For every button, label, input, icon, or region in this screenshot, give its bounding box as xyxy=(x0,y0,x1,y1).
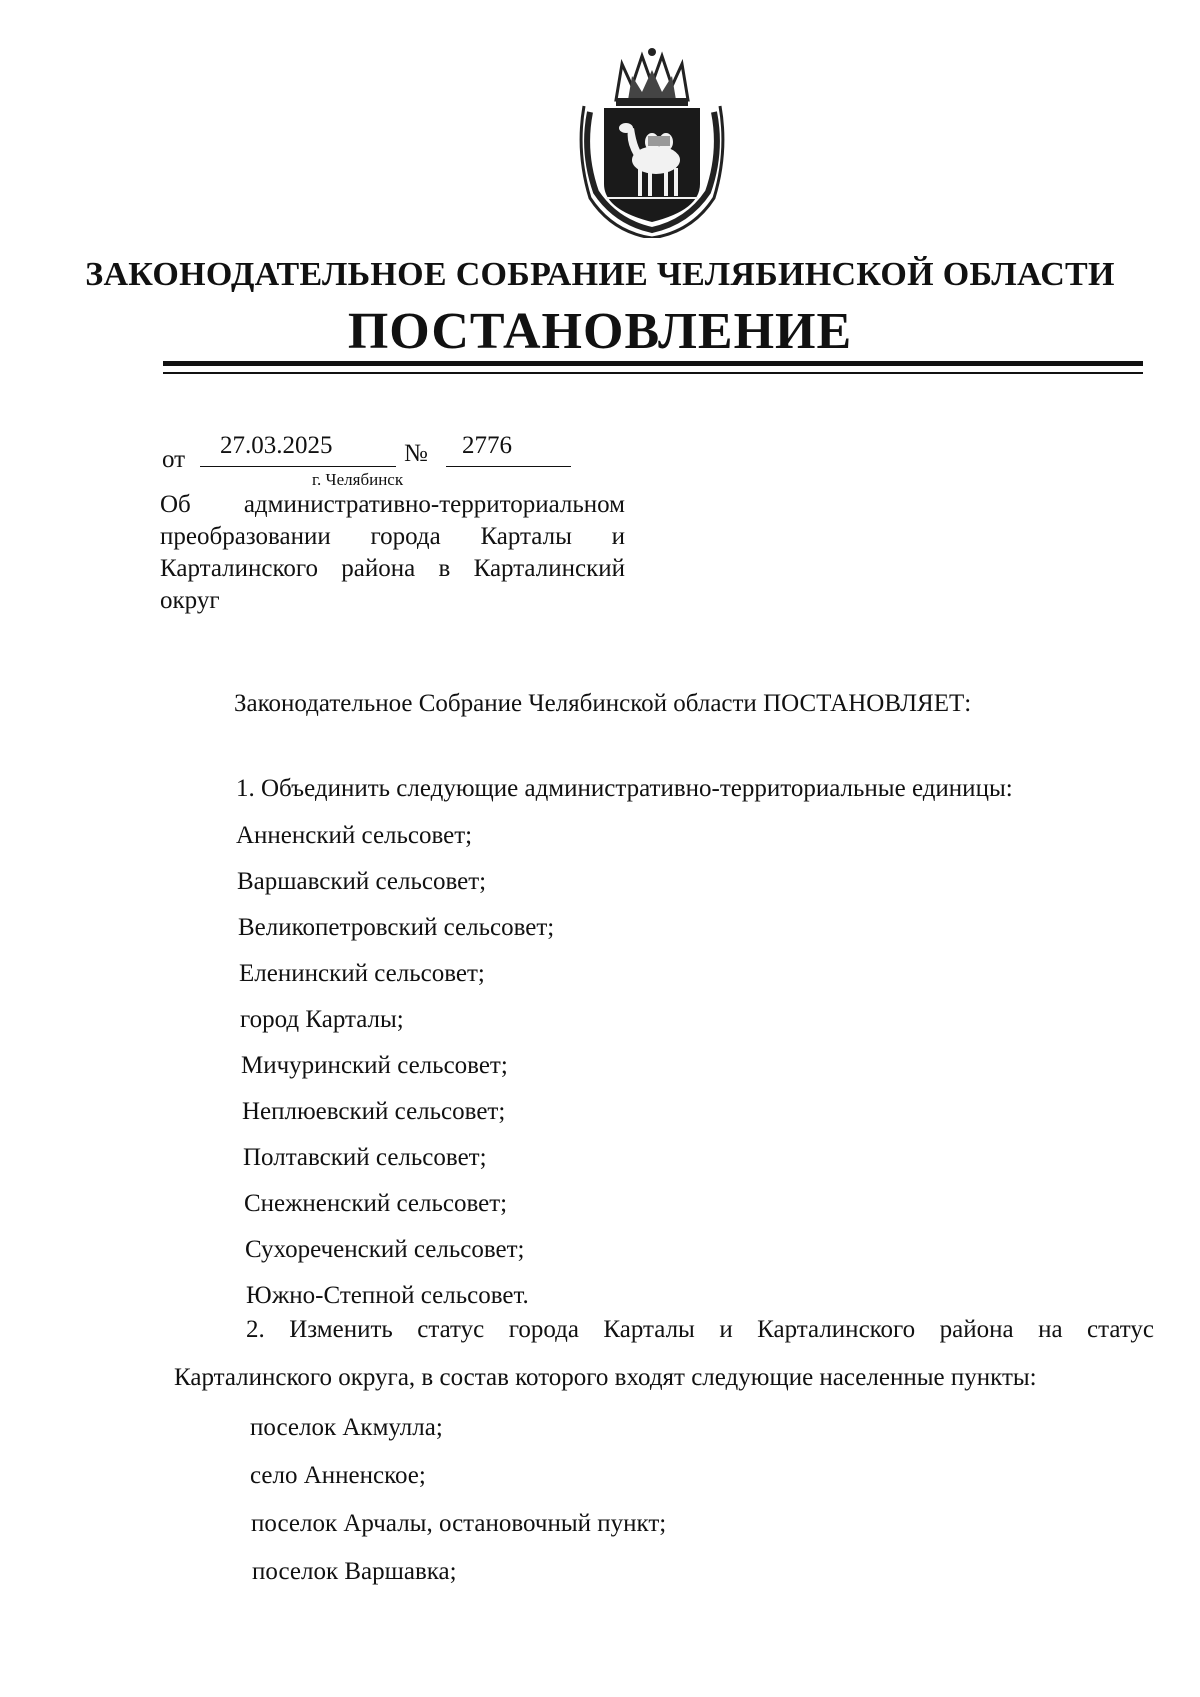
list-item: Еленинский сельсовет; xyxy=(239,960,485,987)
list-item: Неплюевский сельсовет; xyxy=(242,1098,506,1125)
item-2-word: Изменить xyxy=(289,1316,393,1343)
header-rule-thin xyxy=(163,372,1143,374)
date-prefix: от xyxy=(162,446,186,473)
number-underline xyxy=(446,466,571,467)
item-2-word: города xyxy=(508,1316,579,1343)
list-item: поселок Варшавка; xyxy=(252,1558,457,1585)
list-item: поселок Арчалы, остановочный пункт; xyxy=(251,1510,667,1537)
date-underline xyxy=(200,466,396,467)
document-type-title: ПОСТАНОВЛЕНИЕ xyxy=(347,303,853,360)
list-item: Мичуринский сельсовет; xyxy=(241,1052,508,1079)
document-subject: Об административно-территориальном преобразовании города Карталы и Карталинского района в Карталинский округ xyxy=(160,491,625,614)
list-item: Снежненский сельсовет; xyxy=(244,1190,508,1217)
coat-of-arms-emblem xyxy=(576,42,728,238)
list-item: Великопетровский сельсовет; xyxy=(238,914,555,941)
header-rule-thick xyxy=(163,361,1143,366)
document-date: 27.03.2025 xyxy=(220,432,333,459)
item-2-word: статус xyxy=(1087,1316,1154,1343)
preamble: Законодательное Собрание Челябинской области ПОСТАНОВЛЯЕТ: xyxy=(234,690,972,717)
item-2-line-2: Карталинского округа, в состав которого входят следующие населенные пункты: xyxy=(174,1364,1037,1391)
item-2-word: района xyxy=(939,1316,1014,1343)
item-2-word: и xyxy=(719,1316,733,1343)
item-2-word: статус xyxy=(417,1316,485,1343)
list-item: Южно-Степной сельсовет. xyxy=(246,1282,529,1309)
item-1-heading: 1. Объединить следующие административно-территориальные единицы: xyxy=(236,775,1013,802)
item-2-word: Карталинского xyxy=(757,1316,916,1343)
list-item: Полтавский сельсовет; xyxy=(243,1144,487,1171)
item-2-word: 2. xyxy=(246,1316,265,1343)
list-item: город Карталы; xyxy=(240,1006,404,1033)
organization-title: ЗАКОНОДАТЕЛЬНОЕ СОБРАНИЕ ЧЕЛЯБИНСКОЙ ОБЛАСТИ xyxy=(85,256,1115,293)
list-item: Сухореченский сельсовет; xyxy=(245,1236,525,1263)
item-2-word: Карталы xyxy=(603,1316,695,1343)
number-prefix: № xyxy=(404,440,428,467)
list-item: Анненский сельсовет; xyxy=(236,822,473,849)
document-number: 2776 xyxy=(462,432,512,459)
place-of-issue: г. Челябинск xyxy=(312,470,404,489)
item-2-line-1 xyxy=(246,1316,1154,1344)
item-2-word: на xyxy=(1038,1316,1063,1343)
list-item: село Анненское; xyxy=(250,1462,426,1489)
list-item: Варшавский сельсовет; xyxy=(237,868,487,895)
list-item: поселок Акмулла; xyxy=(250,1414,443,1441)
